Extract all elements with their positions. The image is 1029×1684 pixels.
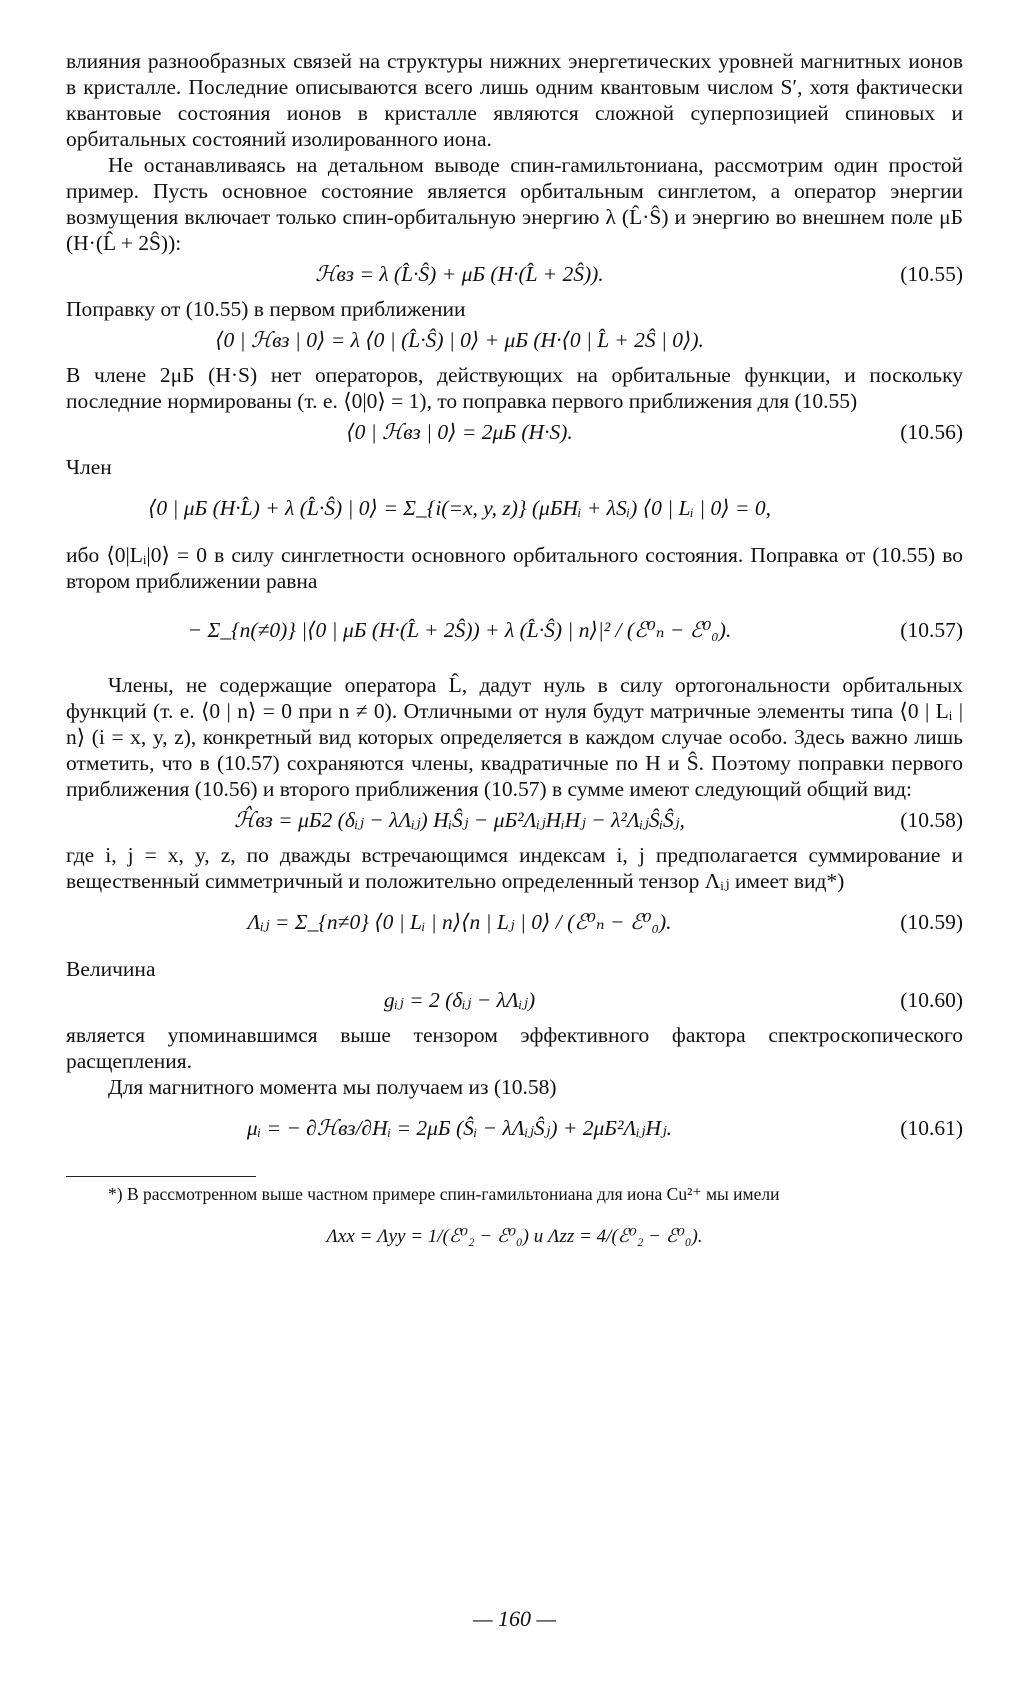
paragraph-1: влияния разнообразных связей на структуры нижних энергетических уровней магнитных ионов в кристалле. Последние описываются всего лишь одним квантовым числом S′, хотя фактически квантовые состояния ионов в кристалле являются сложной суперпозицией спиновых и орбитальных состояний изолированного иона. bbox=[66, 49, 963, 151]
footnote-divider bbox=[66, 1176, 256, 1177]
equation-10-58 bbox=[66, 802, 963, 842]
equation-10-55 bbox=[66, 256, 963, 296]
equation-10-56 bbox=[66, 414, 963, 454]
footnote-equation bbox=[66, 1205, 963, 1269]
equation-number: (10.60) bbox=[900, 988, 963, 1012]
equation-number: (10.55) bbox=[900, 262, 963, 286]
paragraph-9: Величина bbox=[66, 957, 156, 981]
equation-number: (10.58) bbox=[900, 808, 963, 832]
equation-number: (10.61) bbox=[900, 1116, 963, 1140]
equation-formula: Λᵢⱼ = Σ_{n≠0} ⟨0 | Lᵢ | n⟩⟨n | Lⱼ | 0⟩ / (ℰ⁰ₙ − ℰ⁰₀). bbox=[247, 910, 672, 934]
paragraph-3: Поправку от (10.55) в первом приближении bbox=[66, 297, 466, 321]
footnote-text: *) В рассмотренном выше частном примере спин-гамильтониана для иона Cu²⁺ мы имели bbox=[108, 1184, 780, 1204]
equation-formula: gᵢⱼ = 2 (δᵢⱼ − λΛᵢⱼ) bbox=[383, 988, 536, 1012]
equation-formula: ⟨0 | ℋвз | 0⟩ = 2μБ (H·S). bbox=[346, 420, 573, 444]
equation-formula: μᵢ = − ∂ℋвз/∂Hᵢ = 2μБ (Ŝᵢ − λΛᵢⱼŜⱼ) + 2μБ²ΛᵢⱼHⱼ. bbox=[246, 1116, 673, 1140]
equation-10-57 bbox=[66, 594, 963, 672]
equation-10-60 bbox=[66, 982, 963, 1022]
paragraph-7: Члены, не содержащие оператора L̂, дадут нуль в силу ортогональности орбитальных функций (т. е. ⟨0 | n⟩ = 0 при n ≠ 0). Отличными от нуля будут матричные элементы типа ⟨0 | Lᵢ | n⟩ (i = x, y, z), конкретный вид которых определяется в каждом случае особо. Здесь важно лишь отметить, что в (10.57) сохраняются члены, квадратичные по H и Ŝ. Поэтому поправки первого приближения (10.56) и второго приближения (10.57) в сумме имеют следующий общий вид: bbox=[66, 673, 963, 801]
paragraph-11: Для магнитного момента мы получаем из (10.58) bbox=[108, 1075, 557, 1099]
paragraph-4: В члене 2μБ (H·S) нет операторов, действующих на орбитальные функции, и поскольку последние нормированы (т. е. ⟨0|0⟩ = 1), то поправка первого приближения для (10.55) bbox=[66, 363, 963, 413]
equation-orbital-term bbox=[66, 480, 963, 542]
equation-formula: − Σ_{n(≠0)} |⟨0 | μБ (H·(L̂ + 2Ŝ)) + λ (L̂·Ŝ) | n⟩|² / (ℰ⁰ₙ − ℰ⁰₀). bbox=[187, 618, 732, 642]
equation-formula: ℋ̂вз = μБ2 (δᵢⱼ − λΛᵢⱼ) HᵢŜⱼ − μБ²ΛᵢⱼHᵢHⱼ − λ²ΛᵢⱼŜᵢŜⱼ, bbox=[234, 808, 685, 832]
footnote-formula: Λxx = Λyy = 1/(ℰ⁰₂ − ℰ⁰₀) и Λzz = 4/(ℰ⁰₂ − ℰ⁰₀). bbox=[326, 1226, 703, 1247]
paragraph-10: является упоминавшимся выше тензором эффективного фактора спектроскопического расщепления. bbox=[66, 1023, 963, 1073]
equation-number: (10.57) bbox=[900, 618, 963, 642]
equation-number: (10.59) bbox=[900, 910, 963, 934]
paragraph-5: Член bbox=[66, 455, 112, 479]
equation-10-61 bbox=[66, 1100, 963, 1162]
page-body bbox=[66, 48, 963, 1269]
paragraph-2: Не останавливаясь на детальном выводе спин-гамильтониана, рассмотрим один простой пример. Пусть основное состояние является орбитальным синглетом, а оператор энергии возмущения включает только спин-орбитальную энергию λ (L̂·Ŝ) и энергию во внешнем поле μБ (H·(L̂ + 2Ŝ)): bbox=[66, 153, 963, 255]
equation-formula: ⟨0 | ℋвз | 0⟩ = λ ⟨0 | (L̂·Ŝ) | 0⟩ + μБ (H·⟨0 | L̂ + 2Ŝ | 0⟩). bbox=[215, 328, 704, 352]
equation-number: (10.56) bbox=[900, 420, 963, 444]
paragraph-8: где i, j = x, y, z, по дважды встречающимся индексам i, j предполагается суммирование и вещественный симметричный и положительно определенный тензор Λᵢⱼ имеет вид*) bbox=[66, 843, 963, 893]
page-number: — 160 — bbox=[472, 1606, 557, 1631]
equation-formula: ⟨0 | μБ (H·L̂) + λ (L̂·Ŝ) | 0⟩ = Σ_{i(=x, y, z)} (μБHᵢ + λSᵢ) ⟨0 | Lᵢ | 0⟩ = 0, bbox=[147, 496, 772, 520]
equation-formula: ℋвз = λ (L̂·Ŝ) + μБ (H·(L̂ + 2Ŝ)). bbox=[315, 262, 604, 286]
equation-first-order bbox=[66, 322, 963, 362]
equation-10-59 bbox=[66, 894, 963, 956]
paragraph-6: ибо ⟨0|Lᵢ|0⟩ = 0 в силу синглетности основного орбитального состояния. Поправка от (10.55) во втором приближении равна bbox=[66, 543, 963, 593]
